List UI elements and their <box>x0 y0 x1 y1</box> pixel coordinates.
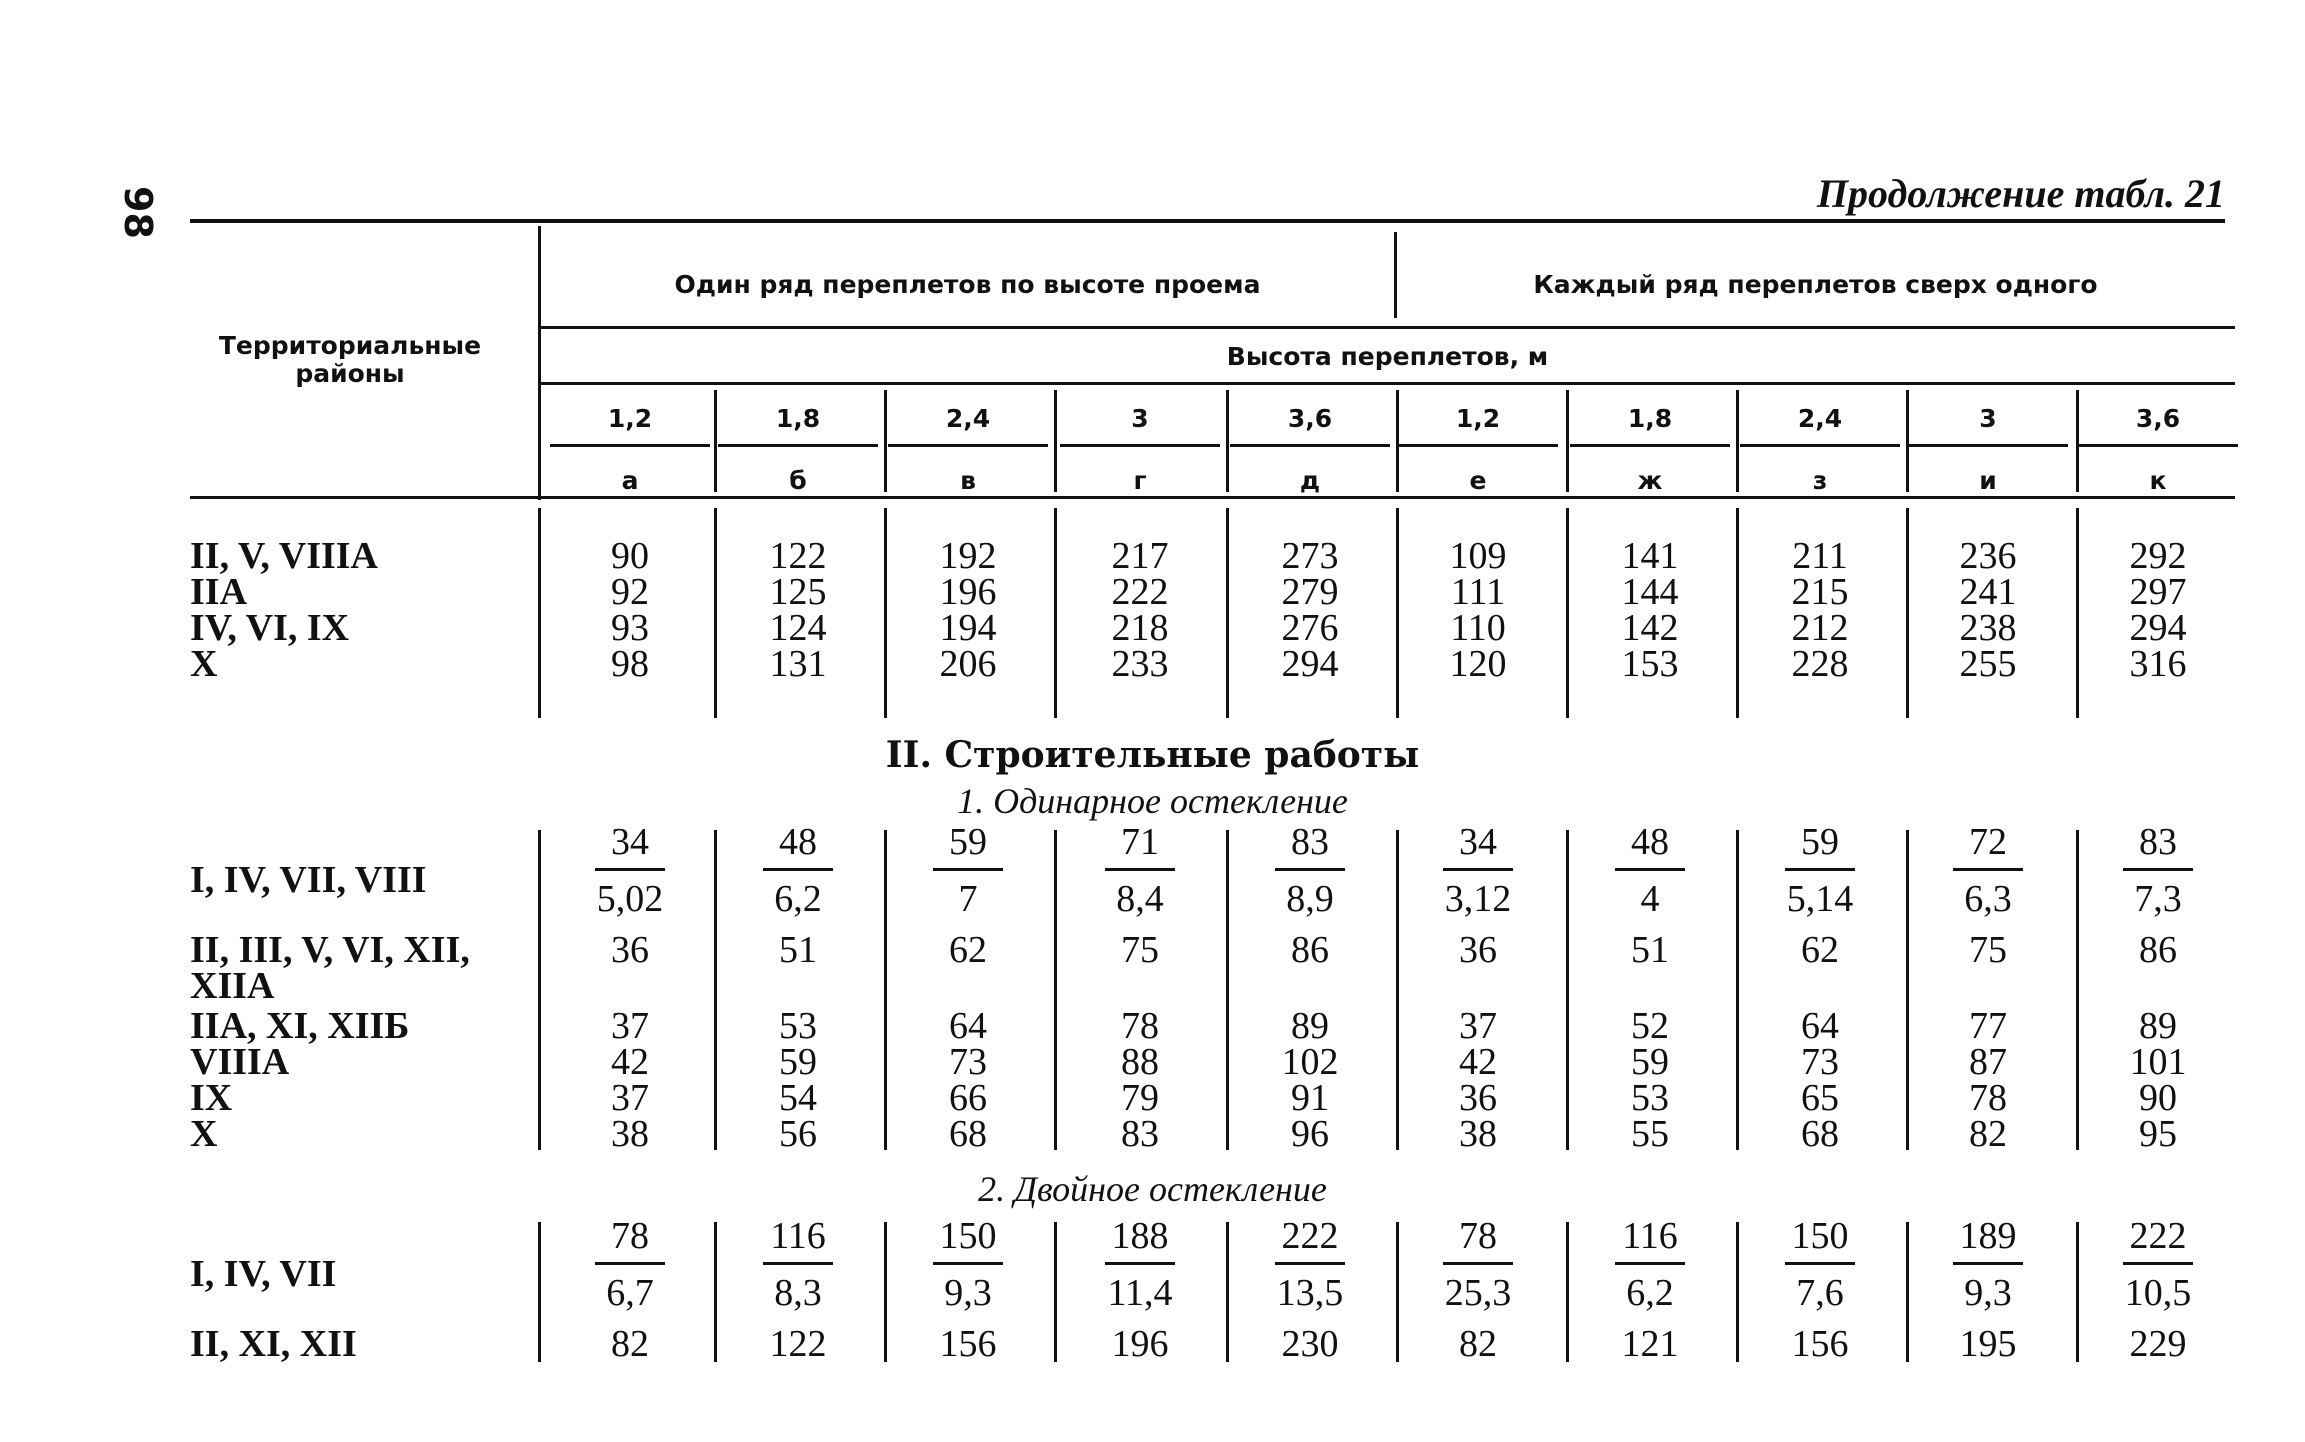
fraction-bar <box>1275 868 1345 871</box>
fraction-denominator: 6,7 <box>606 1272 654 1314</box>
fraction-bar <box>1443 868 1513 871</box>
cell-b3: 230 <box>1281 1323 1339 1365</box>
header-height-8: 3 <box>1979 404 1997 433</box>
cell-b2: 89 <box>1291 1005 1329 1047</box>
header-letter-7: з <box>1812 466 1828 495</box>
cell-b2: 68 <box>949 1113 987 1155</box>
cell-b1: 192 <box>939 535 997 577</box>
cell-b1: 90 <box>611 535 649 577</box>
cell-b2: 52 <box>1631 1005 1669 1047</box>
row-label-b3-2: II, XI, XII <box>190 1323 357 1365</box>
cell-b2: 88 <box>1121 1041 1159 1083</box>
cell-b2: 86 <box>2139 929 2177 971</box>
cell-b3: 156 <box>1791 1323 1849 1365</box>
cell-b2: 78 <box>1969 1077 2007 1119</box>
cell-b2: 38 <box>611 1113 649 1155</box>
fraction-denominator: 6,3 <box>1964 878 2012 920</box>
header-height-0: 1,2 <box>607 404 653 433</box>
row-label-b3-frac: I, IV, VII <box>190 1253 337 1295</box>
header-letter-3: г <box>1133 466 1147 495</box>
horizontal-rule <box>1230 444 1390 447</box>
fraction-numerator: 189 <box>1959 1215 2017 1257</box>
cell-b2: 87 <box>1969 1041 2007 1083</box>
cell-b2: 62 <box>949 929 987 971</box>
fraction-numerator: 71 <box>1121 821 1159 863</box>
cell-b1: 120 <box>1449 643 1507 685</box>
fraction-denominator: 9,3 <box>944 1272 992 1314</box>
header-height-2: 2,4 <box>945 404 991 433</box>
fraction-bar <box>1785 868 1855 871</box>
cell-b2: 64 <box>949 1005 987 1047</box>
column-rule <box>714 508 717 718</box>
cell-b1: 294 <box>2129 607 2187 649</box>
fraction-bar <box>2123 868 2193 871</box>
cell-b1: 316 <box>2129 643 2187 685</box>
column-rule <box>1226 390 1229 492</box>
fraction-numerator: 83 <box>1291 821 1329 863</box>
column-rule <box>1736 508 1739 718</box>
horizontal-rule <box>1570 444 1730 447</box>
cell-b2: 53 <box>779 1005 817 1047</box>
column-rule <box>1566 508 1569 718</box>
column-rule <box>1054 508 1057 718</box>
fraction-bar <box>933 1262 1003 1265</box>
cell-b2: 38 <box>1459 1113 1497 1155</box>
fraction-b3 <box>1575 1216 1725 1313</box>
cell-b2: 65 <box>1801 1077 1839 1119</box>
fraction-b2 <box>1745 822 1895 919</box>
column-rule <box>2076 830 2079 1150</box>
column-rule <box>1906 1222 1909 1362</box>
horizontal-rule <box>1740 444 1900 447</box>
fraction-bar <box>1275 1262 1345 1265</box>
column-rule <box>1226 1222 1229 1362</box>
cell-b1: 276 <box>1281 607 1339 649</box>
cell-b1: 212 <box>1791 607 1849 649</box>
column-rule <box>1054 390 1057 492</box>
fraction-numerator: 222 <box>2129 1215 2187 1257</box>
header-height-5: 1,2 <box>1455 404 1501 433</box>
fraction-b3 <box>1913 1216 2063 1313</box>
fraction-denominator: 6,2 <box>774 878 822 920</box>
column-rule <box>1566 1222 1569 1362</box>
cell-b1: 196 <box>939 571 997 613</box>
subsection-single-glazing: 1. Одинарное остекление <box>957 781 1348 821</box>
cell-b2: 62 <box>1801 929 1839 971</box>
cell-b2: 82 <box>1969 1113 2007 1155</box>
fraction-b2 <box>1403 822 1553 919</box>
cell-b2: 73 <box>949 1041 987 1083</box>
column-rule <box>714 830 717 1150</box>
column-rule <box>2076 390 2079 492</box>
fraction-bar <box>933 868 1003 871</box>
cell-b2: 79 <box>1121 1077 1159 1119</box>
cell-b2: 51 <box>1631 929 1669 971</box>
header-group-one-row: Один ряд переплетов по высоте проема <box>674 270 1261 299</box>
cell-b1: 110 <box>1450 607 1506 649</box>
column-rule <box>1566 830 1569 1150</box>
row-label-b2-5: X <box>190 1113 218 1155</box>
fraction-bar <box>595 1262 665 1265</box>
fraction-bar <box>1443 1262 1513 1265</box>
header-letter-5: е <box>1469 466 1487 495</box>
column-rule <box>538 1222 541 1362</box>
fraction-b2 <box>723 822 873 919</box>
column-rule <box>1226 830 1229 1150</box>
header-height-label: Высота переплетов, м <box>1226 342 1549 371</box>
cell-b2: 73 <box>1801 1041 1839 1083</box>
cell-b2: 53 <box>1631 1077 1669 1119</box>
fraction-bar <box>595 868 665 871</box>
header-letter-2: в <box>960 466 976 495</box>
column-rule <box>1906 390 1909 492</box>
cell-b1: 194 <box>939 607 997 649</box>
horizontal-rule <box>888 444 1048 447</box>
cell-b1: 297 <box>2129 571 2187 613</box>
column-rule <box>2076 508 2079 718</box>
cell-b2: 36 <box>1459 929 1497 971</box>
cell-b2: 36 <box>611 929 649 971</box>
header-letter-8: и <box>1979 466 1997 495</box>
cell-b3: 82 <box>611 1323 649 1365</box>
cell-b2: 37 <box>1459 1005 1497 1047</box>
cell-b2: 36 <box>1459 1077 1497 1119</box>
cell-b3: 122 <box>769 1323 827 1365</box>
cell-b2: 59 <box>1631 1041 1669 1083</box>
cell-b1: 294 <box>1281 643 1339 685</box>
column-rule <box>1396 390 1399 492</box>
cell-b3: 196 <box>1111 1323 1169 1365</box>
column-rule <box>1566 390 1569 492</box>
table-caption: Продолжение табл. 21 <box>1816 171 2225 216</box>
cell-b2: 66 <box>949 1077 987 1119</box>
cell-b1: 215 <box>1791 571 1849 613</box>
cell-b1: 125 <box>769 571 827 613</box>
cell-b1: 93 <box>611 607 649 649</box>
header-letter-0: а <box>621 466 639 495</box>
fraction-b2 <box>2083 822 2233 919</box>
cell-b1: 233 <box>1111 643 1169 685</box>
fraction-denominator: 4 <box>1640 878 1660 920</box>
header-territorial: Территориальные районы <box>218 331 482 388</box>
column-rule <box>1736 1222 1739 1362</box>
fraction-numerator: 78 <box>611 1215 649 1257</box>
cell-b1: 218 <box>1111 607 1169 649</box>
cell-b1: 228 <box>1791 643 1849 685</box>
cell-b2: 75 <box>1969 929 2007 971</box>
horizontal-rule <box>540 326 2235 329</box>
cell-b1: 124 <box>769 607 827 649</box>
cell-b2: 78 <box>1121 1005 1159 1047</box>
cell-b1: 144 <box>1621 571 1679 613</box>
top-rule <box>190 219 2225 223</box>
horizontal-rule <box>2078 444 2238 447</box>
column-rule <box>538 830 541 1150</box>
fraction-bar <box>1105 868 1175 871</box>
fraction-b2 <box>1913 822 2063 919</box>
cell-b2: 51 <box>779 929 817 971</box>
cell-b1: 131 <box>769 643 827 685</box>
fraction-denominator: 8,3 <box>774 1272 822 1314</box>
cell-b2: 37 <box>611 1005 649 1047</box>
header-height-3: 3 <box>1131 404 1149 433</box>
column-rule <box>1736 390 1739 492</box>
fraction-numerator: 83 <box>2139 821 2177 863</box>
subsection-double-glazing: 2. Двойное остекление <box>978 1169 1327 1209</box>
column-rule <box>1736 830 1739 1150</box>
fraction-numerator: 116 <box>1622 1215 1678 1257</box>
horizontal-rule <box>1060 444 1220 447</box>
cell-b1: 141 <box>1621 535 1679 577</box>
cell-b2: 75 <box>1121 929 1159 971</box>
cell-b2: 86 <box>1291 929 1329 971</box>
column-rule <box>1226 508 1229 718</box>
fraction-denominator: 10,5 <box>2124 1272 2192 1314</box>
column-rule <box>884 508 887 718</box>
cell-b1: 255 <box>1959 643 2017 685</box>
fraction-denominator: 8,9 <box>1286 878 1334 920</box>
cell-b2: 101 <box>2129 1041 2187 1083</box>
row-label-b2-3: VIIIA <box>190 1041 290 1083</box>
header-height-9: 3,6 <box>2135 404 2181 433</box>
column-rule <box>714 390 717 492</box>
fraction-denominator: 25,3 <box>1444 1272 1512 1314</box>
cell-b1: 236 <box>1959 535 2017 577</box>
column-rule <box>884 1222 887 1362</box>
page-number: 98 <box>116 186 160 239</box>
column-rule <box>884 390 887 492</box>
fraction-numerator: 150 <box>939 1215 997 1257</box>
row-label-b1-1: IIA <box>190 571 248 613</box>
row-label-b1-3: X <box>190 643 218 685</box>
fraction-b3 <box>1745 1216 1895 1313</box>
cell-b1: 153 <box>1621 643 1679 685</box>
fraction-denominator: 5,02 <box>596 878 664 920</box>
fraction-b3 <box>893 1216 1043 1313</box>
cell-b1: 273 <box>1281 535 1339 577</box>
row-label-b2-frac: I, IV, VII, VIII <box>190 859 427 901</box>
fraction-numerator: 59 <box>949 821 987 863</box>
fraction-denominator: 13,5 <box>1276 1272 1344 1314</box>
cell-b1: 98 <box>611 643 649 685</box>
cell-b2: 83 <box>1121 1113 1159 1155</box>
column-rule <box>884 830 887 1150</box>
header-letter-4: д <box>1299 466 1321 495</box>
header-letter-6: ж <box>1637 466 1663 495</box>
cell-b1: 238 <box>1959 607 2017 649</box>
fraction-b2 <box>1235 822 1385 919</box>
fraction-numerator: 34 <box>611 821 649 863</box>
fraction-denominator: 9,3 <box>1964 1272 2012 1314</box>
fraction-b3 <box>1065 1216 1215 1313</box>
cell-b1: 241 <box>1959 571 2017 613</box>
cell-b1: 92 <box>611 571 649 613</box>
cell-b1: 292 <box>2129 535 2187 577</box>
fraction-b3 <box>1235 1216 1385 1313</box>
fraction-denominator: 3,12 <box>1444 878 1512 920</box>
fraction-denominator: 7 <box>958 878 978 920</box>
fraction-bar <box>1953 868 2023 871</box>
fraction-b2 <box>893 822 1043 919</box>
cell-b2: 64 <box>1801 1005 1839 1047</box>
cell-b2: 102 <box>1281 1041 1339 1083</box>
cell-b2: 90 <box>2139 1077 2177 1119</box>
fraction-b2 <box>555 822 705 919</box>
fraction-denominator: 6,2 <box>1626 1272 1674 1314</box>
horizontal-rule <box>718 444 878 447</box>
row-label-b1-0: II, V, VIIIA <box>190 535 378 577</box>
fraction-numerator: 78 <box>1459 1215 1497 1257</box>
fraction-b2 <box>1575 822 1725 919</box>
cell-b2: 55 <box>1631 1113 1669 1155</box>
cell-b1: 206 <box>939 643 997 685</box>
fraction-b3 <box>2083 1216 2233 1313</box>
column-rule <box>1054 830 1057 1150</box>
cell-b2: 91 <box>1291 1077 1329 1119</box>
fraction-numerator: 48 <box>1631 821 1669 863</box>
header-group-each-row: Каждый ряд переплетов сверх одного <box>1533 270 2098 299</box>
cell-b2: 96 <box>1291 1113 1329 1155</box>
fraction-denominator: 11,4 <box>1107 1272 1173 1314</box>
cell-b2: 42 <box>1459 1041 1497 1083</box>
cell-b2: 37 <box>611 1077 649 1119</box>
fraction-bar <box>1953 1262 2023 1265</box>
fraction-numerator: 59 <box>1801 821 1839 863</box>
fraction-bar <box>1615 1262 1685 1265</box>
cell-b1: 109 <box>1449 535 1507 577</box>
fraction-bar <box>2123 1262 2193 1265</box>
cell-b3: 82 <box>1459 1323 1497 1365</box>
fraction-denominator: 5,14 <box>1786 878 1854 920</box>
column-rule <box>1396 1222 1399 1362</box>
cell-b2: 68 <box>1801 1113 1839 1155</box>
horizontal-rule <box>550 444 710 447</box>
cell-b3: 156 <box>939 1323 997 1365</box>
header-height-6: 1,8 <box>1627 404 1673 433</box>
fraction-bar <box>1615 868 1685 871</box>
fraction-numerator: 150 <box>1791 1215 1849 1257</box>
header-letter-9: к <box>2149 466 2167 495</box>
cell-b1: 222 <box>1111 571 1169 613</box>
header-height-1: 1,8 <box>775 404 821 433</box>
fraction-bar <box>1105 1262 1175 1265</box>
fraction-numerator: 116 <box>770 1215 826 1257</box>
column-rule <box>1906 830 1909 1150</box>
header-height-4: 3,6 <box>1287 404 1333 433</box>
cell-b2: 56 <box>779 1113 817 1155</box>
cell-b2: 89 <box>2139 1005 2177 1047</box>
header-letter-1: б <box>789 466 807 495</box>
fraction-numerator: 48 <box>779 821 817 863</box>
cell-b3: 121 <box>1621 1323 1679 1365</box>
cell-b3: 229 <box>2129 1323 2187 1365</box>
fraction-b3 <box>1403 1216 1553 1313</box>
section-title: II. Строительные работы <box>885 734 1420 776</box>
fraction-denominator: 7,6 <box>1796 1272 1844 1314</box>
row-label-b2-0: II, III, V, VI, XII, <box>190 929 470 971</box>
column-rule <box>1396 508 1399 718</box>
column-rule <box>538 508 541 718</box>
column-rule <box>538 226 541 500</box>
horizontal-rule <box>190 496 2235 499</box>
cell-b2: 54 <box>779 1077 817 1119</box>
cell-b1: 111 <box>1450 571 1506 613</box>
fraction-bar <box>763 1262 833 1265</box>
fraction-b3 <box>555 1216 705 1313</box>
column-rule <box>1396 830 1399 1150</box>
cell-b1: 217 <box>1111 535 1169 577</box>
fraction-bar <box>763 868 833 871</box>
horizontal-rule <box>1398 444 1558 447</box>
cell-b2: 59 <box>779 1041 817 1083</box>
column-rule <box>2076 1222 2079 1362</box>
fraction-bar <box>1785 1262 1855 1265</box>
fraction-denominator: 8,4 <box>1116 878 1164 920</box>
cell-b1: 122 <box>769 535 827 577</box>
fraction-denominator: 7,3 <box>2134 878 2182 920</box>
row-label-b2-4: IX <box>190 1077 233 1119</box>
column-rule <box>1394 232 1397 318</box>
fraction-numerator: 72 <box>1969 821 2007 863</box>
header-height-7: 2,4 <box>1797 404 1843 433</box>
cell-b3: 195 <box>1959 1323 2017 1365</box>
cell-b1: 279 <box>1281 571 1339 613</box>
horizontal-rule <box>1908 444 2068 447</box>
column-rule <box>1054 1222 1057 1362</box>
fraction-numerator: 34 <box>1459 821 1497 863</box>
cell-b1: 142 <box>1621 607 1679 649</box>
fraction-b3 <box>723 1216 873 1313</box>
cell-b1: 211 <box>1792 535 1848 577</box>
cell-b2: 42 <box>611 1041 649 1083</box>
fraction-b2 <box>1065 822 1215 919</box>
row-label-b1-2: IV, VI, IX <box>190 607 350 649</box>
horizontal-rule <box>540 382 2235 385</box>
column-rule <box>1906 508 1909 718</box>
column-rule <box>714 1222 717 1362</box>
cell-b2: 77 <box>1969 1005 2007 1047</box>
cell-b2: 95 <box>2139 1113 2177 1155</box>
row-label-b2-1: XIIA <box>190 965 275 1007</box>
fraction-numerator: 188 <box>1111 1215 1169 1257</box>
fraction-numerator: 222 <box>1281 1215 1339 1257</box>
row-label-b2-2: IIA, XI, XIIБ <box>190 1005 410 1047</box>
